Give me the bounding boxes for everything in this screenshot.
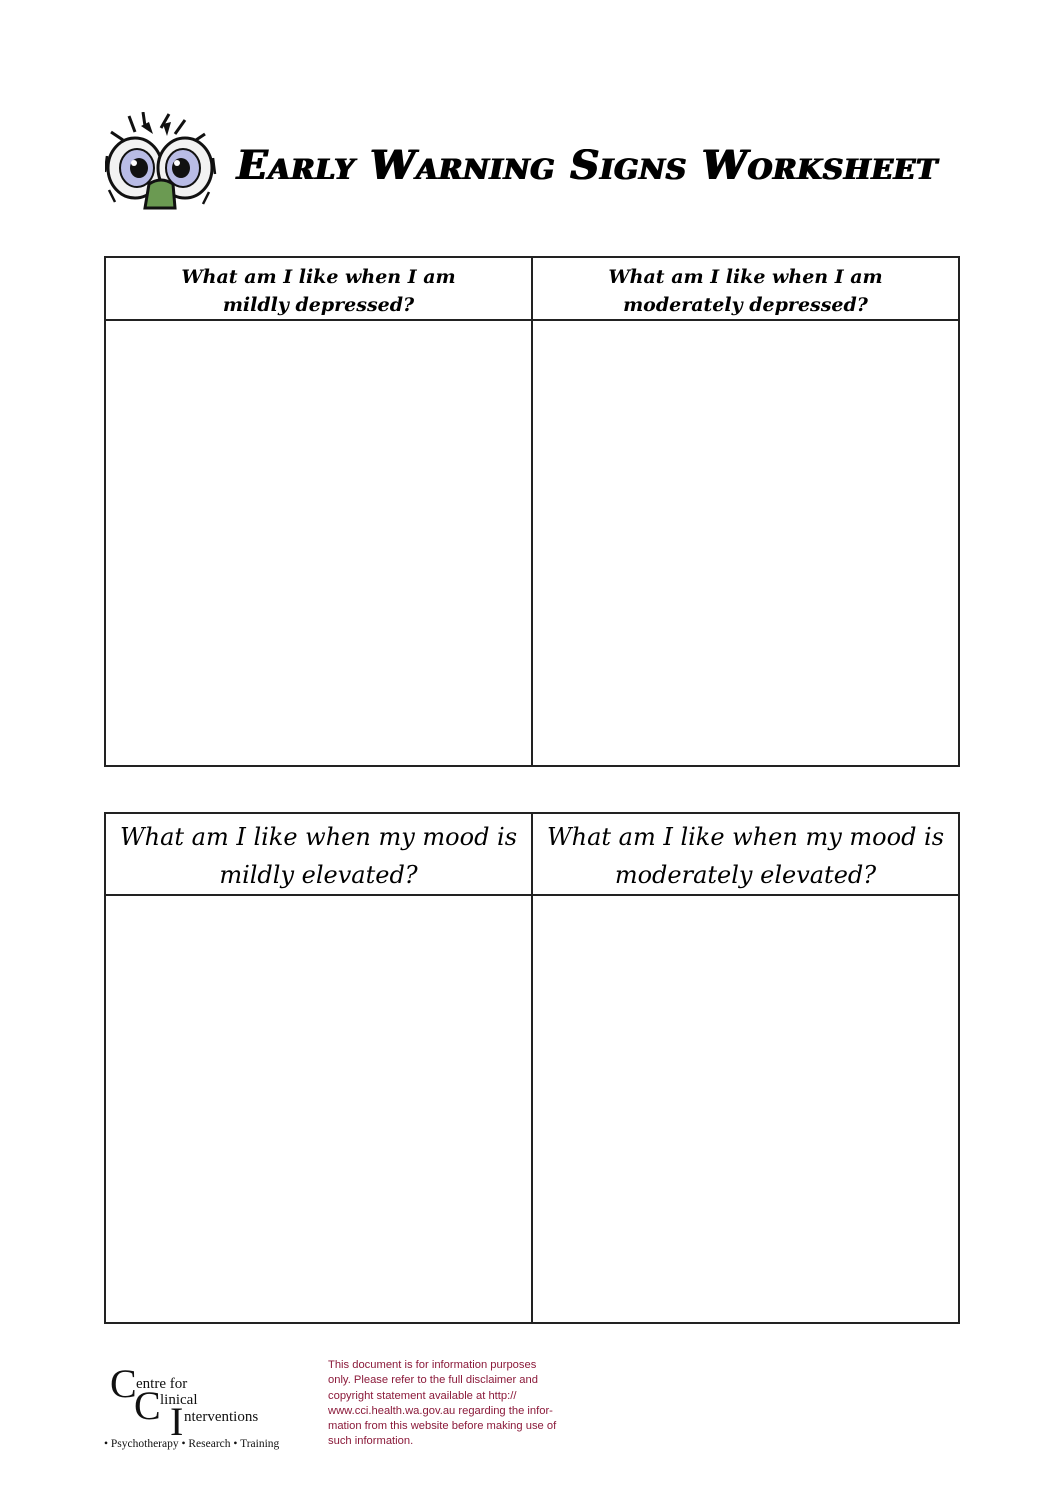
- disclaimer-line: only. Please refer to the full disclaimer and: [328, 1374, 538, 1387]
- header-line: What am I like when my mood is: [119, 823, 518, 851]
- logo-letter: C: [134, 1383, 161, 1428]
- logo-word: nterventions: [184, 1409, 259, 1425]
- disclaimer-line: www.cci.health.wa.gov.au regarding the infor-: [328, 1404, 553, 1417]
- logo-letter: I: [170, 1399, 184, 1444]
- worried-face-icon: [105, 112, 217, 212]
- header-line: mildly depressed?: [222, 294, 415, 316]
- logo-letter: C: [110, 1361, 137, 1406]
- disclaimer-line: mation from this website before making use of: [328, 1420, 557, 1433]
- page-title: Early Warning Signs Worksheet: [237, 142, 939, 189]
- header-moderately-depressed: [532, 257, 959, 320]
- disclaimer-line: copyright statement available at http://: [328, 1389, 517, 1402]
- header-line: mildly elevated?: [219, 861, 418, 889]
- elevated-table: [104, 812, 960, 1324]
- answer-box-mildly-depressed[interactable]: [105, 320, 532, 766]
- logo-word: linical: [160, 1392, 198, 1408]
- header-line: moderately depressed?: [623, 294, 868, 316]
- header-mildly-depressed: [105, 257, 532, 320]
- disclaimer-line: This document is for information purposes: [328, 1359, 537, 1371]
- header-line: moderately elevated?: [614, 861, 877, 889]
- disclaimer-line: such information.: [328, 1435, 414, 1448]
- logo-word: entre for: [136, 1376, 188, 1392]
- disclaimer: [328, 1358, 574, 1450]
- header-line: What am I like when my mood is: [546, 823, 945, 851]
- depressed-table: [104, 256, 960, 767]
- logo-tagline: • Psychotherapy • Research • Training: [104, 1438, 280, 1450]
- header-line: What am I like when I am: [181, 266, 456, 288]
- header-mildly-elevated: [105, 813, 532, 895]
- header-line: What am I like when I am: [608, 266, 883, 288]
- page-header: [105, 112, 955, 212]
- answer-box-mildly-elevated[interactable]: [105, 895, 532, 1323]
- answer-box-moderately-depressed[interactable]: [532, 320, 959, 766]
- header-moderately-elevated: [532, 813, 959, 895]
- answer-box-moderately-elevated[interactable]: [532, 895, 959, 1323]
- cci-logo: [104, 1362, 284, 1454]
